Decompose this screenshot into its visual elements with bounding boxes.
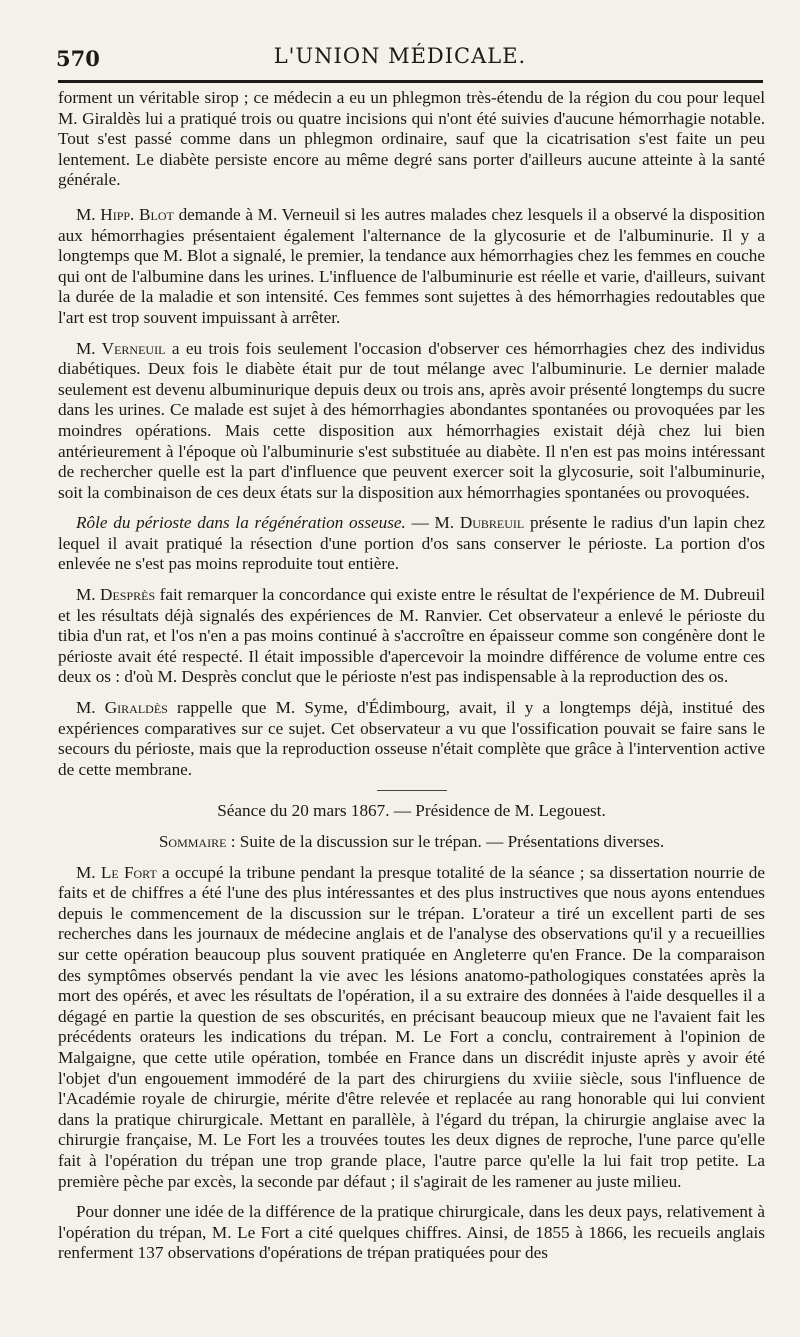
speaker-name: M. Le Fort (76, 862, 157, 882)
paragraph: Rôle du périoste dans la régénération osseuse. — M. Dubreuil présente le radius d'un lapin chez lequel il avait pratiqué la résection d'une portion d'os sans conserver le périoste. La portion d'os enlevée ne s'est pas moins reproduite tout entière. (58, 513, 765, 574)
summary-label: Sommaire (158, 832, 227, 851)
speaker-name: M. Verneuil (76, 338, 166, 358)
section-title: Rôle du périoste dans la régénération osseuse. (76, 513, 406, 533)
speaker-name: M. Dubreuil (434, 513, 525, 533)
page-header (0, 38, 800, 78)
paragraph: forment un véritable sirop ; ce médecin a eu un phlegmon très-étendu de la région du cou pour lequel M. Giraldès lui a pratiqué trois ou quatre incisions qui n'ont été suivies d'aucune hémorrhagie notable. Tout s'est passé comme dans un phlegmon ordinaire, sauf que la cicatrisation s'est faite un peu lentement. Le diabète persiste encore au même degré sans porter d'ailleurs aucune atteinte à la santé générale. (58, 88, 765, 190)
paragraph: Pour donner une idée de la différence de la pratique chirurgicale, dans les deux pays, relativement à l'opération du trépan, M. Le Fort a cité quelques chiffres. Ainsi, de 1855 à 1866, les recueils anglais renferment 137 observations d'opérations de trépan pratiquées pour des (58, 1202, 765, 1263)
session-heading: Séance du 20 mars 1867. — Présidence de M. Legouest. (217, 801, 606, 821)
speaker-name: M. Giraldès (76, 698, 168, 718)
section-separator (377, 790, 447, 791)
speaker-name: M. Desprès (76, 585, 156, 605)
paragraph: M. Giraldès rappelle que M. Syme, d'Édimbourg, avait, il y a longtemps déjà, institué des expériences comparatives sur ce sujet. Cet observateur a vu que l'ossification pouvait se faire sans le secours du périoste, mais que la reproduction osseuse n'était complète que grâce à l'intervention active de cette membrane. (58, 698, 765, 779)
speaker-name: M. Hipp. Blot (76, 204, 174, 224)
body-text (58, 88, 765, 1274)
paragraph: M. Desprès fait remarquer la concordance qui existe entre le résultat de l'expérience de M. Dubreuil et les résultats déjà signalés des expériences de M. Ranvier. Cet observateur a enlevé le périoste du tibia d'un rat, et l'os n'en a pas moins continué à s'accroître en épaisseur comme son congénère dont le périoste avait été respecté. Il était impossible d'apercevoir la moindre différence de volume entre ces deux os : d'où M. Desprès conclut que le périoste n'est pas indispensable à la reproduction des os. (58, 585, 765, 687)
paragraph: M. Hipp. Blot demande à M. Verneuil si les autres malades chez lesquels il a observé la disposition aux hémorrhagies présentaient également l'alternance de la glycosurie et de l'albuminurie. Il y a longtemps que M. Blot a signalé, le premier, la tendance aux hémorrhagies chez les femmes en couche qui ont de l'albumine dans les urines. L'influence de l'albuminurie est réelle et varie, d'ailleurs, suivant la durée de la maladie et son intensité. Ces femmes sont sujettes à des hémorrhagies redoutables que l'art est trop souvent impuissant à arrêter. (58, 204, 765, 327)
page-number: 570 (56, 46, 100, 71)
paragraph: M. Le Fort a occupé la tribune pendant la presque totalité de la séance ; sa dissertation nourrie de faits et de chiffres a été l'une des plus intéressantes et des plus instructives que nous ayons entendues depuis le commencement de la discussion sur le trépan. L'orateur a tiré un excellent parti de ses recherches dans les journaux de médecine anglais et de l'analyse des observations qu'il y a recueillies sur cette opération beaucoup plus souvent pratiquée en Angleterre qu'en France. De la comparaison des symptômes observés pendant la vie avec les lésions anatomo-pathologiques constatées après la mort des opérés, et avec les résultats de l'opération, il a su extraire des données à l'aide desquelles il a dégagé en partie la question de ses obscurités, en précisant beaucoup mieux que ne l'avaient fait les précédents orateurs les indications du trépan. M. Le Fort a conclu, contrairement à l'opinion de Malgaigne, que cette utile opération, tombée en France dans un discrédit injuste après y avoir été l'objet d'un engouement immodéré de la part des chirurgiens du xviiie siècle, sous l'influence de l'Académie royale de chirurgie, mérite d'être relevée et replacée au rang honorable qui lui convient dans la pratique chirurgicale. Mettant en parallèle, à l'égard du trépan, la chirurgie anglaise avec la chirurgie française, M. Le Fort les a trouvées toutes les deux dignes de reproche, l'une parce qu'elle fait à l'opération du trépan une trop grande place, l'autre parce qu'elle la lui fait trop petite. La première pèche par excès, la seconde par défaut ; il s'agirait de les ramener au juste milieu. (58, 862, 766, 1191)
header-rule (58, 80, 763, 83)
paragraph: M. Verneuil a eu trois fois seulement l'occasion d'observer ces hémorrhagies chez des individus diabétiques. Deux fois le diabète était pur de tout mélange avec l'albuminurie. Le dernier malade seulement est devenu albuminurique depuis deux ou trois ans, après avoir présenté longtemps du sucre dans les urines. Ce malade est sujet à des hémorrhagies abondantes spontanées ou provoquées par les moindres opérations. Mais cette disposition aux hémorrhagies existait déjà chez lui bien antérieurement à l'époque où l'albuminurie s'est substituée au diabète. Il n'en est pas moins intéressant de rechercher quelle est la part d'influence que peuvent exercer soit la glycosurie, soit l'albuminurie, soit la combinaison de ces deux états sur la disposition aux hémorrhagies spontanées ou provoquées. (58, 338, 765, 502)
running-head: L'UNION MÉDICALE. (273, 44, 527, 68)
session-summary: Sommaire : Suite de la discussion sur le trépan. — Présentations diverses. (158, 832, 665, 851)
